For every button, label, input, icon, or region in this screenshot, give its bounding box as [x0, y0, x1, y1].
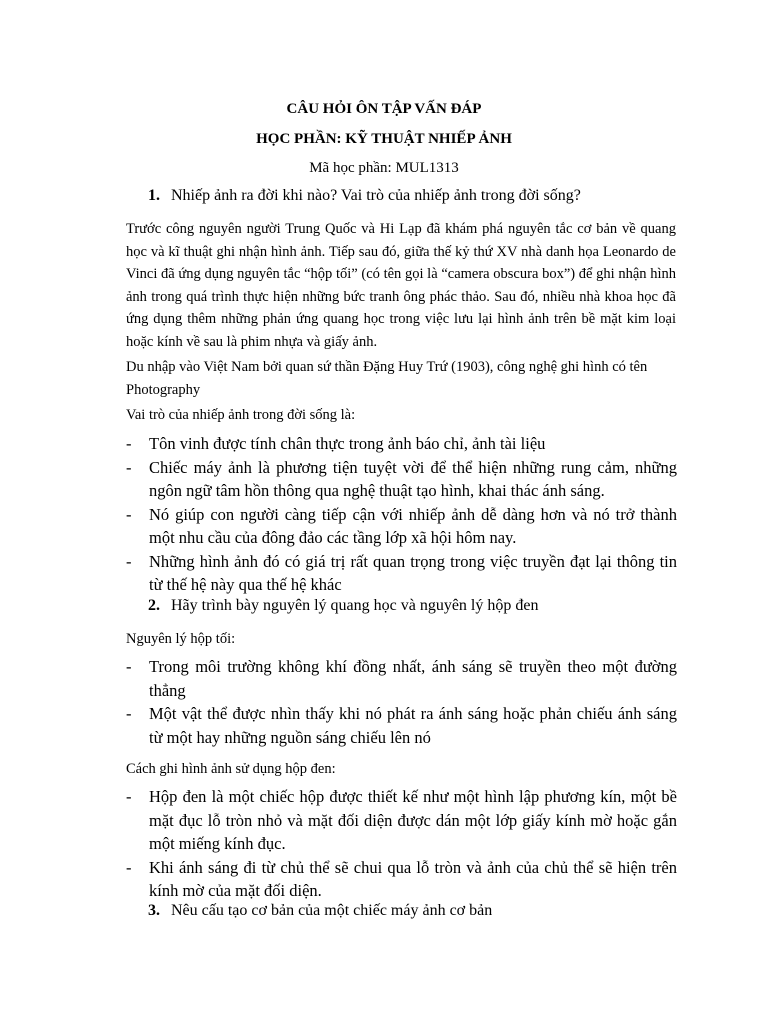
list-item [126, 456, 677, 503]
paragraph-vietnam: Du nhập vào Việt Nam bởi quan sứ thần Đặng Huy Trứ (1903), công nghệ ghi hình có tên Photography [126, 359, 648, 398]
list-item-text: Những hình ảnh đó có giá trị rất quan trọng trong việc truyền đạt lại thông tin từ thế hệ này qua thế hệ khác [149, 551, 677, 594]
list-item [126, 785, 677, 856]
paragraph-method-intro: Cách ghi hình ảnh sử dụng hộp đen: [126, 761, 336, 777]
list-item [126, 702, 677, 749]
question-number: 2. [148, 597, 160, 614]
principles-list [126, 655, 677, 749]
question-2 [148, 597, 538, 615]
list-dash: - [126, 504, 132, 524]
list-item-text: Tôn vinh được tính chân thực trong ảnh báo chỉ, ảnh tài liệu [149, 434, 546, 453]
list-item-text: Chiếc máy ảnh là phương tiện tuyệt vời để thể hiện những rung cảm, những ngôn ngữ tâm hồn thông qua nghệ thuật tạo hình, khai thác ánh sáng. [149, 457, 677, 500]
list-dash: - [126, 704, 132, 723]
list-dash: - [126, 857, 132, 877]
list-item-text: Hộp đen là một chiếc hộp được thiết kế như một hình lập phương kín, một bề mặt đục lỗ tròn nhỏ và mặt đối diện được dán một lớp giấy kính mờ hoặc gắn một miếng kính đục. [149, 787, 677, 853]
list-item [126, 655, 677, 702]
roles-list [126, 432, 677, 597]
question-1 [148, 187, 581, 205]
question-number: 1. [148, 187, 160, 204]
list-item-text: Một vật thể được nhìn thấy khi nó phát ra ánh sáng hoặc phản chiếu ánh sáng từ một hay những nguồn sáng chiếu lên nó [149, 704, 677, 747]
question-text: Hãy trình bày nguyên lý quang học và nguyên lý hộp đen [171, 597, 539, 614]
list-item [126, 856, 677, 903]
list-item-text: Nó giúp con người càng tiếp cận với nhiếp ảnh dễ dàng hơn và nó trở thành một nhu cầu của đông đảo các tầng lớp xã hội hôm nay. [149, 504, 677, 547]
list-item [126, 432, 677, 456]
list-item [126, 550, 677, 597]
course-title: HỌC PHẦN: KỸ THUẬT NHIẾP ẢNH [256, 131, 512, 147]
list-dash: - [126, 434, 132, 453]
list-dash: - [126, 551, 132, 571]
list-item-text: Trong môi trường không khí đồng nhất, ánh sáng sẽ truyền theo một đường thẳng [149, 657, 677, 700]
question-text: Nêu cấu tạo cơ bản của một chiếc máy ảnh cơ bản [171, 902, 493, 919]
paragraph-principle-intro: Nguyên lý hộp tối: [126, 631, 236, 647]
paragraph-history: Trước công nguyên người Trung Quốc và Hi Lạp đã khám phá nguyên tắc cơ bản về quang học và kĩ thuật ghi nhận hình ảnh. Tiếp sau đó, giữa thế kỷ thứ XV nhà danh họa Leonardo de Vinci đã ứng dụng nguyên tắc “hộp tối” (có tên gọi là “camera obscura box”) để ghi nhận hình ảnh trong quá trình thực hiện những bức tranh ông phác thảo. Sau đó, nhiều nhà khoa học đã ứng dụng thêm những phản ứng quang học trong việc lưu lại hình ảnh trên bề mặt kim loại hoặc kính về sau là phim nhựa và giấy ảnh. [126, 221, 676, 350]
question-number: 3. [148, 902, 160, 919]
question-3 [148, 902, 492, 920]
list-dash: - [126, 787, 132, 806]
list-item [126, 503, 677, 550]
document-title: CÂU HỎI ÔN TẬP VẤN ĐÁP [286, 101, 482, 117]
paragraph-roles-intro: Vai trò của nhiếp ảnh trong đời sống là: [126, 407, 356, 423]
list-dash: - [126, 657, 132, 676]
course-code: Mã học phần: MUL1313 [309, 160, 459, 176]
method-list [126, 785, 677, 903]
question-text: Nhiếp ảnh ra đời khi nào? Vai trò của nhiếp ảnh trong đời sống? [171, 187, 581, 204]
list-item-text: Khi ánh sáng đi từ chủ thể sẽ chui qua lỗ tròn và ảnh của chủ thể sẽ hiện trên kính mờ của mặt đối diện. [149, 857, 677, 900]
list-dash: - [126, 457, 132, 477]
